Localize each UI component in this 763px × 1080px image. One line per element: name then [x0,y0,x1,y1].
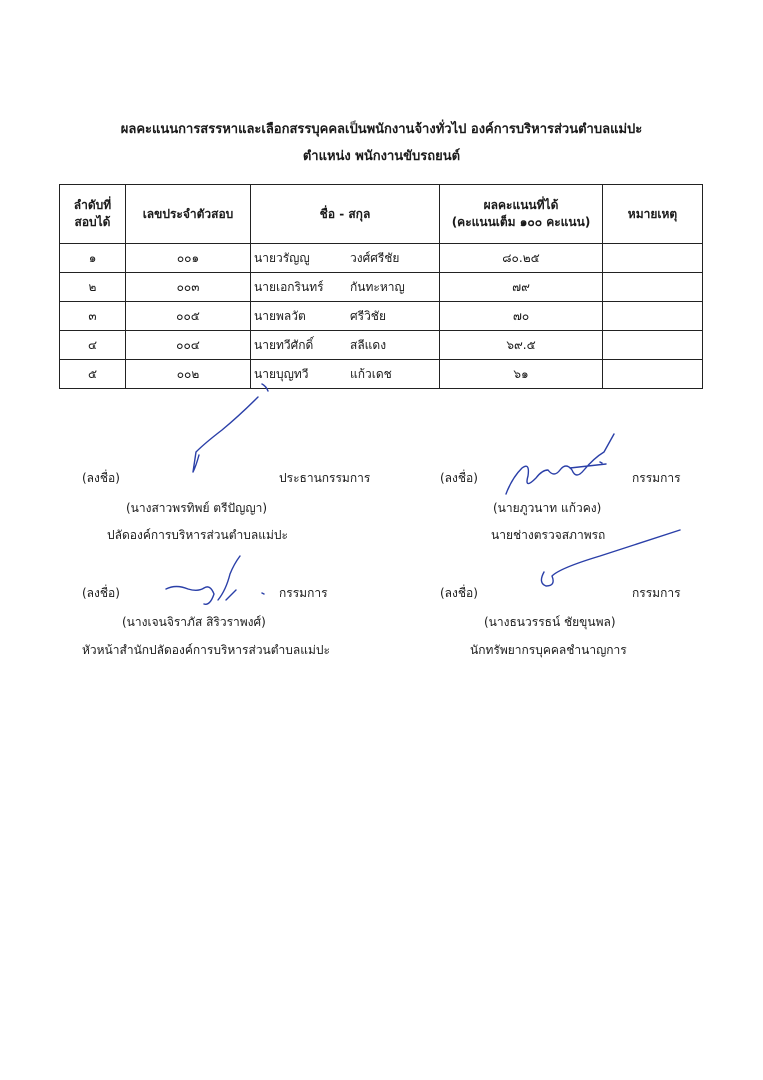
last-name: แก้วเดช [350,366,392,381]
header-score-line2: (คะแนนเต็ม ๑๐๐ คะแนน) [451,215,591,229]
member3-sign-label: (ลงชื่อ) [440,586,478,600]
member2-role: กรรมการ [279,586,328,600]
cell-exam-id: ๐๐๑ [126,244,251,273]
member3-signature [541,530,680,586]
member3-name: (นางธนวรรธน์ ชัยขุนพล) [484,615,616,629]
cell-score: ๗๐ [440,302,603,331]
first-name: นายบุญทวี [254,366,309,381]
document-title: ผลคะแนนการสรรหาและเลือกสรรบุคคลเป็นพนักงานจ้างทั่วไป องค์การบริหารส่วนตำบลแม่ปะ [120,122,643,137]
cell-rank: ๕ [60,360,126,389]
last-name: ศรีวิชัย [350,308,386,323]
last-name: กันทะหาญ [350,279,405,294]
position-subtitle: ตำแหน่ง พนักงานขับรถยนต์ [302,149,461,164]
cell-score: ๘๐.๒๕ [440,244,603,273]
header-score-line1: ผลคะแนนที่ได้ [483,198,559,212]
header-name: ชื่อ - สกุล [251,185,440,244]
cell-rank: ๑ [60,244,126,273]
member1-sign-label: (ลงชื่อ) [440,471,478,485]
member1-position: นายช่างตรวจสภาพรถ [491,528,606,542]
member2-position: หัวหน้าสำนักปลัดองค์การบริหารส่วนตำบลแม่ปะ [82,643,330,657]
member1-signature [506,434,614,494]
chair-position: ปลัดองค์การบริหารส่วนตำบลแม่ปะ [107,528,288,542]
cell-score: ๖๙.๕ [440,331,603,360]
header-rank-line1: ลำดับที่ [73,198,112,212]
header-rank-line2: สอบได้ [74,215,111,229]
cell-score: ๖๑ [440,360,603,389]
last-name: สลีแดง [350,337,387,352]
member2-name: (นางเจนจิราภัส สิริวราพงศ์) [122,615,266,629]
cell-rank: ๓ [60,302,126,331]
member3-role: กรรมการ [632,586,681,600]
chair-signature [193,384,268,472]
first-name: นายทวีศักดิ์ [254,337,314,352]
cell-exam-id: ๐๐๒ [126,360,251,389]
member2-signature [166,556,264,604]
member3-position: นักทรัพยากรบุคคลชำนาญการ [470,643,627,657]
chair-name: (นางสาวพรทิพย์ ตรีปัญญา) [126,501,268,515]
cell-exam-id: ๐๐๔ [126,331,251,360]
cell-exam-id: ๐๐๓ [126,273,251,302]
chair-role: ประธานกรรมการ [279,471,371,485]
cell-rank: ๒ [60,273,126,302]
last-name: วงศ์ศรีชัย [350,250,400,265]
first-name: นายเอกรินทร์ [254,279,324,294]
header-remark: หมายเหตุ [603,185,703,244]
cell-score: ๗๙ [440,273,603,302]
cell-rank: ๔ [60,331,126,360]
cell-exam-id: ๐๐๕ [126,302,251,331]
member1-role: กรรมการ [632,471,681,485]
member1-name: (นายภูวนาท แก้วคง) [493,501,602,515]
chair-sign-label: (ลงชื่อ) [82,471,120,485]
header-exam-id: เลขประจำตัวสอบ [126,185,251,244]
first-name: นายพลวัต [254,308,306,323]
member2-sign-label: (ลงชื่อ) [82,586,120,600]
first-name: นายวรัญญู [254,250,310,265]
